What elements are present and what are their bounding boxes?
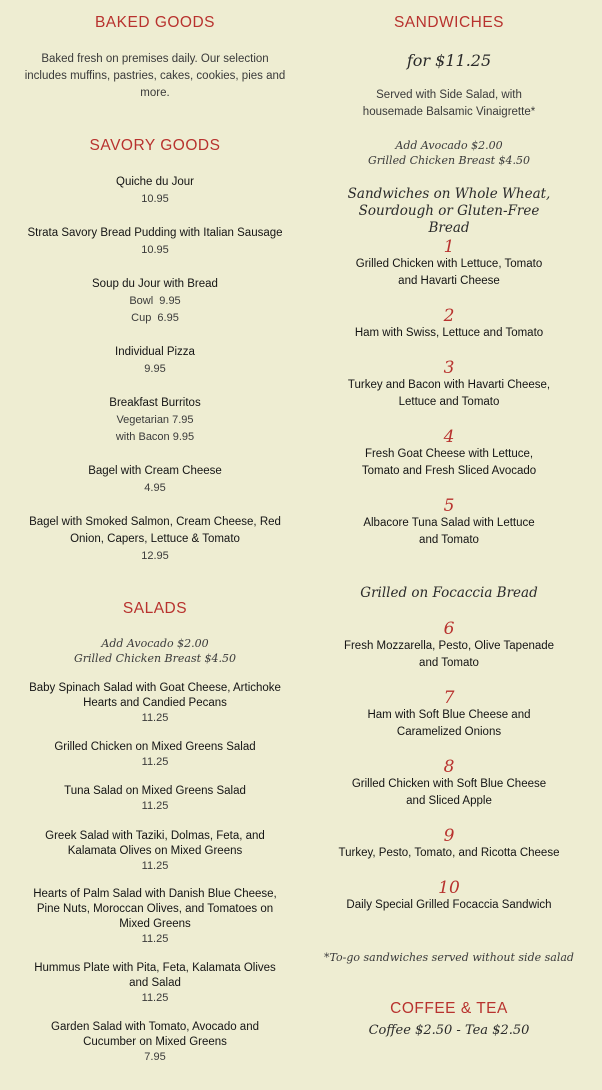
item-name: Baby Spinach Salad with Goat Cheese, Artichoke Hearts and Candied Pecans	[29, 682, 281, 709]
item-name: Quiche du Jour	[116, 176, 194, 188]
item-price: 11.25	[141, 992, 169, 1004]
item-name: Greek Salad with Taziki, Dolmas, Feta, and Kalamata Olives on Mixed Greens	[45, 830, 265, 857]
baked-goods-description: Baked fresh on premises daily. Our selection includes muffins, pastries, cakes, cookies, pies and more.	[24, 53, 286, 99]
sandwich-name: Turkey, Pesto, Tomato, and Ricotta Cheese	[338, 847, 560, 859]
sandwich-item	[296, 758, 602, 810]
item-price: 11.25	[141, 800, 169, 812]
item-name: Hearts of Palm Salad with Danish Blue Cheese, Pine Nuts, Moroccan Olives, and Tomatoes on Mixed Greens	[33, 888, 277, 930]
menu-item	[0, 463, 310, 497]
sandwich-number: 5	[443, 496, 455, 516]
menu-item	[0, 225, 310, 259]
item-price: with Bacon 9.95	[115, 431, 195, 443]
sandwich-name: Daily Special Grilled Focaccia Sandwich	[346, 899, 552, 911]
item-name: Soup du Jour with Bread	[92, 278, 218, 290]
menu-item	[0, 740, 310, 770]
item-name: Garden Salad with Tomato, Avocado and Cucumber on Mixed Greens	[51, 1021, 259, 1048]
menu-item	[0, 395, 310, 446]
menu-item	[26, 681, 284, 726]
item-price: 10.95	[141, 193, 169, 205]
item-price: Vegetarian 7.95	[116, 414, 194, 426]
right-column	[296, 0, 602, 1090]
focaccia-subheading: Grilled on Focaccia Bread	[360, 585, 538, 601]
item-name: Breakfast Burritos	[109, 397, 201, 409]
savory-goods-heading: SAVORY GOODS	[89, 137, 221, 154]
item-name: Individual Pizza	[115, 346, 195, 358]
sandwich-name: Fresh Mozzarella, Pesto, Olive Tapenade and Tomato	[343, 640, 555, 669]
coffee-tea-heading: COFFEE & TEA	[390, 1000, 508, 1017]
item-name: Hummus Plate with Pita, Feta, Kalamata Olives and Salad	[34, 962, 276, 989]
sandwiches-heading: SANDWICHES	[393, 14, 505, 31]
item-price: 9.95	[144, 363, 166, 375]
item-name: Bagel with Smoked Salmon, Cream Cheese, Red Onion, Capers, Lettuce & Tomato	[29, 516, 281, 545]
item-price: Bowl 9.95	[129, 295, 181, 307]
menu-item	[30, 887, 280, 947]
menu-item	[40, 829, 270, 874]
item-price: 4.95	[144, 482, 166, 494]
sandwich-name: Grilled Chicken with Lettuce, Tomato and Havarti Cheese	[355, 258, 543, 287]
menu-item	[0, 174, 310, 208]
sandwich-item	[296, 497, 602, 549]
sandwich-item	[296, 307, 602, 342]
item-name: Strata Savory Bread Pudding with Italian Sausage	[27, 227, 283, 239]
sandwich-addon: Grilled Chicken Breast $4.50	[367, 154, 531, 167]
sandwich-number: 3	[443, 358, 455, 378]
sandwich-number: 7	[443, 688, 455, 708]
menu-item	[26, 514, 284, 565]
sandwich-addon: Add Avocado $2.00	[395, 139, 503, 152]
item-name: Tuna Salad on Mixed Greens Salad	[64, 785, 246, 797]
item-price: 12.95	[141, 550, 169, 562]
item-price: 11.25	[141, 860, 169, 872]
item-name: Bagel with Cream Cheese	[88, 465, 222, 477]
sandwich-name: Turkey and Bacon with Havarti Cheese, Lettuce and Tomato	[347, 379, 551, 408]
sandwich-served-note: Served with Side Salad, with housemade Balsamic Vinaigrette*	[362, 89, 536, 118]
coffee-tea-prices: Coffee $2.50 - Tea $2.50	[368, 1023, 530, 1038]
sandwich-number: 10	[438, 878, 460, 898]
sandwich-item	[296, 238, 602, 290]
item-price: 11.25	[141, 712, 169, 724]
sandwich-item	[296, 359, 602, 411]
item-price: 11.25	[141, 756, 169, 768]
sandwich-name: Fresh Goat Cheese with Lettuce, Tomato and Fresh Sliced Avocado	[361, 448, 537, 477]
salad-addon: Grilled Chicken Breast $4.50	[73, 652, 237, 665]
baked-goods-heading: BAKED GOODS	[94, 14, 216, 31]
sandwich-item	[296, 879, 602, 914]
menu-item	[0, 276, 310, 327]
item-price: 7.95	[144, 1051, 166, 1063]
item-name: Grilled Chicken on Mixed Greens Salad	[54, 741, 256, 753]
sandwich-name: Grilled Chicken with Soft Blue Cheese and Sliced Apple	[351, 778, 547, 807]
to-go-note: *To-go sandwiches served without side salad	[324, 951, 574, 964]
sandwich-name: Ham with Soft Blue Cheese and Caramelized Onions	[367, 709, 531, 738]
menu-item	[0, 344, 310, 378]
sandwich-number: 8	[443, 757, 455, 777]
sandwich-item	[296, 428, 602, 480]
salads-heading: SALADS	[122, 600, 188, 617]
sandwich-number: 2	[443, 306, 455, 326]
menu-item	[0, 784, 310, 814]
sandwich-name: Albacore Tuna Salad with Lettuce and Tomato	[363, 517, 535, 546]
sandwich-name: Ham with Swiss, Lettuce and Tomato	[354, 327, 544, 339]
sandwich-number: 9	[443, 826, 455, 846]
sandwich-item	[296, 689, 602, 741]
menu-item	[46, 1020, 264, 1065]
sandwich-number: 6	[443, 619, 455, 639]
item-price: 11.25	[141, 933, 169, 945]
menu-item	[34, 961, 276, 1006]
sandwich-item	[296, 620, 602, 672]
item-price: 10.95	[141, 244, 169, 256]
sandwich-number: 4	[443, 427, 455, 447]
sandwich-item	[296, 827, 602, 862]
item-price: Cup 6.95	[131, 312, 179, 324]
salad-addon: Add Avocado $2.00	[101, 637, 209, 650]
bread-subheading: Sandwiches on Whole Wheat, Sourdough or Gluten-Free Bread	[347, 186, 551, 236]
sandwich-number: 1	[443, 237, 455, 257]
sandwich-price: for $11.25	[406, 51, 492, 70]
